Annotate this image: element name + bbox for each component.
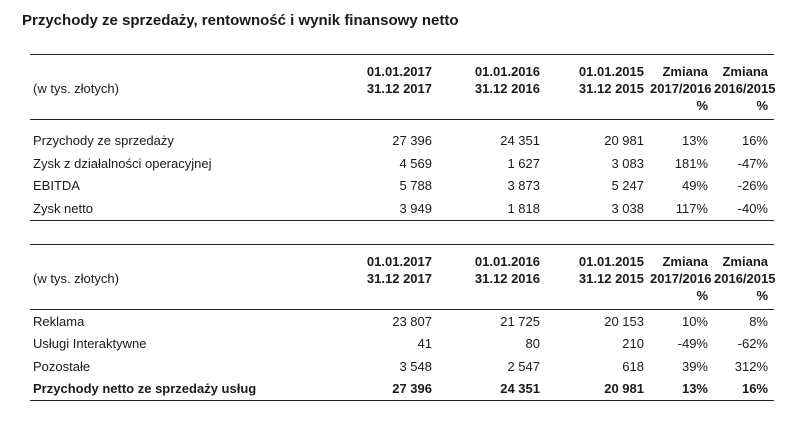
value-2016: 24 351 [500,132,540,148]
value-2017: 3 949 [335,197,438,220]
column-header-2017: 01.01.2017 31.12 2017 [335,63,438,120]
table-row [30,175,774,198]
change-2017-2016: 10% [681,313,708,329]
change-2017-2016: 39% [681,358,708,374]
row-label: EBITDA [33,178,80,194]
value-2015: 5 247 [611,178,644,194]
change-2016-2015: 8% [749,313,768,329]
value-2016: 24 351 [438,378,546,401]
row-label: Usługi Interaktywne [33,336,147,352]
value-2017: 3 548 [399,358,432,374]
value-2015: 20 981 [604,132,644,148]
row-label: Zysk netto [30,197,335,220]
change-2016-2015: -40% [714,197,774,220]
change-2017-2016: 13% [650,378,714,401]
column-header-change-2017-2016: Zmiana 2017/2016 % [650,63,714,120]
column-header-2015: 01.01.2015 31.12 2015 [546,253,650,310]
column-header-2017: 01.01.2017 31.12 2017 [335,253,438,310]
column-header-change-2016-2015: Zmiana 2016/2015 % [714,63,774,120]
value-2016: 1 818 [438,197,546,220]
table-row [30,310,774,333]
row-label: Przychody ze sprzedaży [33,132,174,148]
value-2017: 27 396 [335,378,438,401]
value-2015: 618 [622,358,644,374]
unit-label: (w tys. złotych) [30,63,335,120]
table-row [30,120,774,153]
value-2017: 23 807 [392,313,432,329]
column-header-change-2017-2016: Zmiana 2017/2016 % [650,253,714,310]
value-2016: 80 [525,336,540,352]
row-label: Zysk z działalności operacyjnej [33,155,212,171]
column-header-2016: 01.01.2016 31.12 2016 [438,63,546,120]
value-2015: 3 083 [611,155,644,171]
change-2016-2015: -62% [737,336,768,352]
page-title: Przychody ze sprzedaży, rentowność i wynik finansowy netto [22,12,459,29]
total-row [30,378,774,401]
table-row [30,152,774,175]
value-2015: 20 981 [546,378,650,401]
row-label: Przychody netto ze sprzedaży usług [30,378,335,401]
value-2017: 5 788 [399,178,432,194]
change-2016-2015: -47% [737,155,768,171]
value-2015: 20 153 [604,313,644,329]
table-row [30,197,774,220]
value-2016: 21 725 [500,313,540,329]
change-2017-2016: 49% [681,178,708,194]
column-header-2016: 01.01.2016 31.12 2016 [438,253,546,310]
value-2015: 3 038 [546,197,650,220]
table-row [30,355,774,378]
value-2016: 1 627 [507,155,540,171]
row-label: Pozostałe [33,358,91,374]
revenue-breakdown-table [30,244,774,401]
change-2017-2016: 13% [681,132,708,148]
change-2017-2016: -49% [677,336,708,352]
change-2016-2015: 16% [714,378,774,401]
value-2017: 41 [417,336,432,352]
value-2016: 3 873 [507,178,540,194]
row-label: Reklama [33,313,85,329]
change-2017-2016: 181% [674,155,708,171]
value-2015: 210 [622,336,644,352]
change-2016-2015: 312% [734,358,768,374]
column-header-2015: 01.01.2015 31.12 2015 [546,63,650,120]
change-2016-2015: 16% [741,132,768,148]
table-row [30,333,774,356]
value-2016: 2 547 [507,358,540,374]
change-2016-2015: -26% [737,178,768,194]
value-2017: 4 569 [399,155,432,171]
unit-label: (w tys. złotych) [30,253,335,310]
column-header-change-2016-2015: Zmiana 2016/2015 % [714,253,774,310]
change-2017-2016: 117% [650,197,714,220]
financial-summary-table [30,54,774,221]
value-2017: 27 396 [392,132,432,148]
